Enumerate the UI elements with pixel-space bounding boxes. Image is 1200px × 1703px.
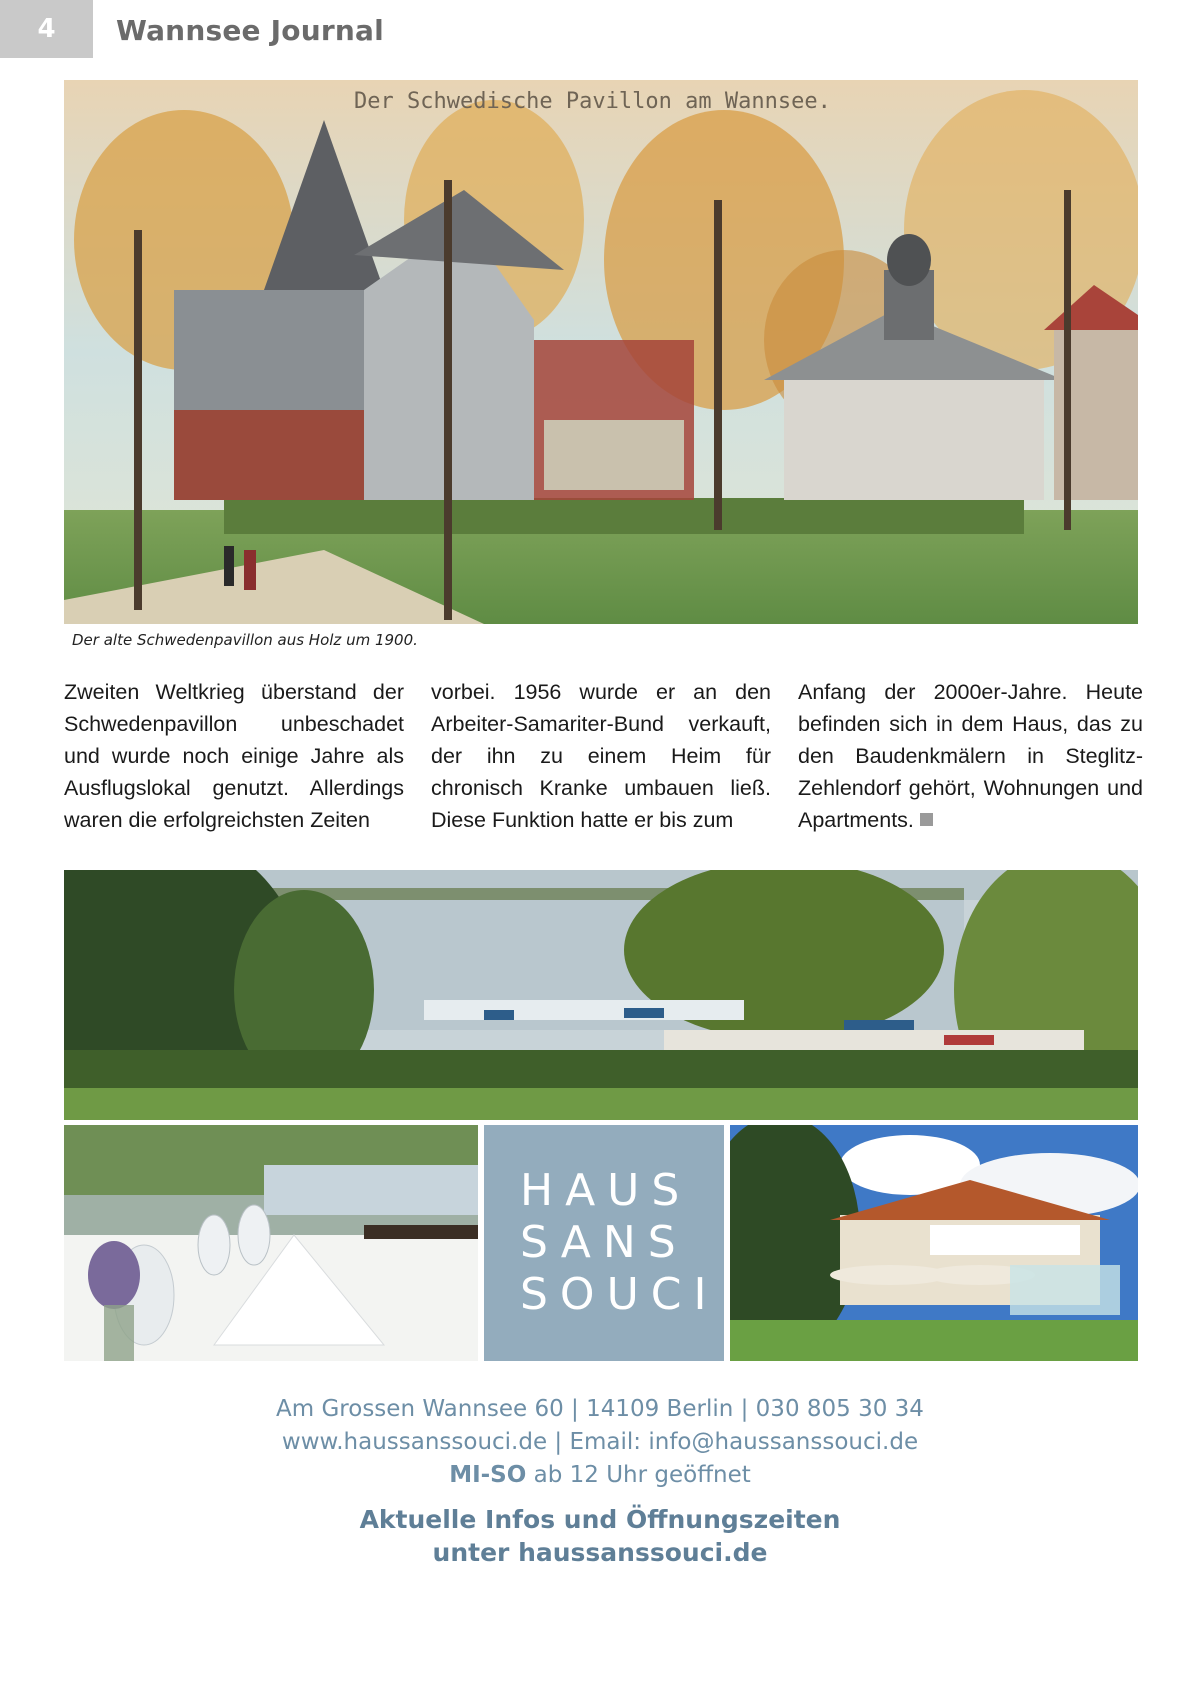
article-paragraph: Zweiten Weltkrieg überstand der Schwedenpavillon unbeschadet und wurde noch einige Jahre als Ausflugslokal genutzt. Allerdings waren die erfolgreichsten Zeiten	[64, 680, 404, 832]
logo-line: SANS	[520, 1217, 688, 1268]
postcard-pavilion-image	[64, 80, 1138, 624]
logo-line: HAUS	[520, 1165, 692, 1216]
journal-title: Wannsee Journal	[116, 14, 384, 47]
image-caption: Der alte Schwedenpavillon aus Holz um 1900.	[72, 631, 418, 649]
lake-panorama-image	[64, 870, 1138, 1120]
ad-call-to-action	[0, 1503, 1200, 1569]
cta-line: Aktuelle Infos und Öffnungszeiten	[359, 1505, 841, 1534]
article-body	[64, 676, 1143, 832]
haus-sans-souci-logo	[484, 1125, 724, 1361]
web-email-line: www.haussanssouci.de | Email: info@haussanssouci.de	[281, 1429, 919, 1455]
page-number: 4	[0, 0, 93, 58]
logo-line: SOUCI	[520, 1269, 719, 1320]
article-paragraph	[798, 676, 1143, 836]
address-line: Am Grossen Wannsee 60 | 14109 Berlin | 030 805 30 34	[276, 1396, 924, 1422]
opening-hours-line	[0, 1459, 1200, 1492]
end-mark-icon	[920, 813, 933, 826]
page-header	[0, 0, 1200, 58]
article-column-1	[64, 676, 404, 836]
postcard-inscription: Der Schwedische Pavillon am Wannsee.	[354, 89, 831, 114]
restaurant-building-image	[730, 1125, 1138, 1361]
table-setting-image	[64, 1125, 478, 1361]
article-paragraph-text: Anfang der 2000er-Jahre. Heute befinden sich in dem Haus, das zu den Baudenkmälern in Steglitz-Zehlendorf gehört, Wohnungen und Apartments.	[798, 680, 1143, 832]
article-paragraph: vorbei. 1956 wurde er an den Arbeiter-Samariter-Bund verkauft, der ihn zu einem Heim für chronisch Kranke umbauen ließ. Diese Funktion hatte er bis zum	[431, 680, 771, 832]
cta-line: unter haussanssouci.de	[432, 1538, 768, 1567]
article-column-2	[431, 676, 771, 836]
opening-days: MI-SO	[449, 1462, 527, 1488]
opening-hours: ab 12 Uhr geöffnet	[526, 1462, 751, 1488]
article-column-3	[798, 676, 1143, 836]
ad-contact-block	[0, 1393, 1200, 1492]
